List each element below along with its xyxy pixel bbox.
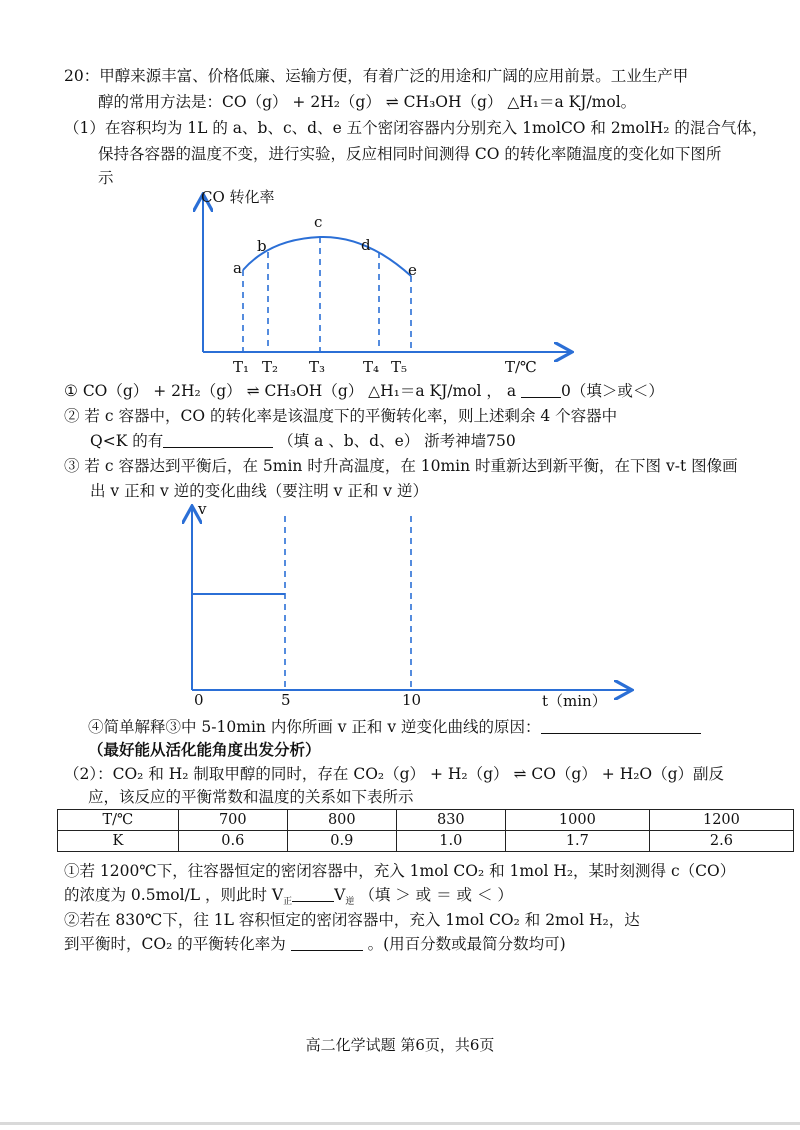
sub2-line2-pre: Q<K 的有 — [90, 432, 164, 450]
table-cell: 1.0 — [396, 831, 505, 852]
part2-q1-answer-blank[interactable] — [292, 887, 334, 902]
table-cell: 1.7 — [505, 831, 649, 852]
sub4-text: ④简单解释③中 5-10min 内你所画 v 正和 v 逆变化曲线的原因： — [88, 718, 541, 736]
sub4-answer-blank[interactable] — [541, 719, 701, 734]
chart2-tick-5: 5 — [281, 691, 291, 709]
part2-q1-line2 — [64, 885, 513, 912]
chart1-tick-t3: T₃ — [309, 358, 326, 376]
part2-q1-pre: 的浓度为 0.5mol/L ，则此时 V — [64, 886, 284, 904]
part2-q2-pre: 到平衡时，CO₂ 的平衡转化率为 — [64, 935, 286, 953]
part2-q2-post: 。(用百分数或最简分数均可) — [367, 935, 566, 953]
chart2-xlabel: t（min） — [542, 692, 607, 710]
chart1-point-d: d — [361, 236, 371, 254]
page-bottom-edge — [0, 1122, 800, 1125]
part2-q1-sub-zheng: 正 — [283, 897, 293, 908]
part1-line2: 保持各容器的温度不变，进行实验，反应相同时间测得 CO 的转化率随温度的变化如下图所 — [98, 145, 722, 163]
table-row-temperature — [58, 810, 794, 831]
table-cell: 830 — [396, 810, 505, 831]
part2-q1-sub-ni: 逆 — [345, 897, 355, 908]
sub1-text: ① CO（g） + 2H₂（g） ⇌ CH₃OH（g） △H₁＝a KJ/mol ， a — [64, 382, 517, 400]
table-row-k — [58, 831, 794, 852]
chart2-tick-10: 10 — [402, 691, 422, 709]
sub2-line2 — [90, 431, 516, 451]
table-cell: 700 — [178, 810, 287, 831]
part1-line1: （1）在容积均为 1L 的 a、b、c、d、e 五个密闭容器内分别充入 1molCO 和 2molH₂ 的混合气体， — [64, 119, 768, 137]
chart1-xlabel: T/℃ — [505, 358, 537, 376]
sub4-line2: （最好能从活化能角度出发分析） — [88, 740, 321, 759]
part2-q2-answer-blank[interactable] — [291, 936, 363, 951]
table-cell: 1000 — [505, 810, 649, 831]
table-cell: 0.9 — [287, 831, 396, 852]
table-cell: 0.6 — [178, 831, 287, 852]
sub2-line1: ② 若 c 容器中，CO 的转化率是该温度下的平衡转化率，则上述剩余 4 个容器中 — [64, 407, 618, 425]
chart1-point-c: c — [314, 213, 323, 231]
chart2-ylabel: v — [198, 500, 207, 518]
table-cell: 2.6 — [649, 831, 793, 852]
table-cell: 1200 — [649, 810, 793, 831]
table-cell: K — [58, 831, 179, 852]
sub2-answer-blank[interactable] — [163, 433, 273, 448]
sub3-line2: 出 v 正和 v 逆的变化曲线（要注明 v 正和 v 逆） — [90, 482, 428, 500]
part2-line2: 应，该反应的平衡常数和温度的关系如下表所示 — [88, 788, 414, 806]
chart1-tick-t2: T₂ — [262, 358, 279, 376]
chart1-point-a: a — [233, 259, 242, 277]
part2-q1-mid: V — [334, 886, 346, 904]
chart1-point-e: e — [408, 261, 417, 279]
part2-line1: （2）：CO₂ 和 H₂ 制取甲醇的同时，存在 CO₂（g） + H₂（g） ⇌ CO（g） + H₂O（g）副反 — [64, 765, 725, 783]
part2-q1-line1: ①若 1200℃下，往容器恒定的密闭容器中，充入 1mol CO₂ 和 1mol H₂，某时刻测得 c（CO） — [64, 862, 736, 880]
part1-line3: 示 — [98, 169, 114, 187]
page-footer: 高二化学试题 第6页，共6页 — [305, 1036, 495, 1054]
part2-q1-post: （填 ＞ 或 ＝ 或 ＜ ） — [359, 886, 513, 904]
table-cell: 800 — [287, 810, 396, 831]
equilibrium-constant-table — [57, 809, 794, 852]
table-cell: T/℃ — [58, 810, 179, 831]
chart1-tick-t4: T₄ — [363, 358, 380, 376]
chart1-tick-t1: T₁ — [233, 358, 250, 376]
sub1-line — [64, 381, 664, 401]
sub1-answer-blank[interactable] — [521, 383, 561, 398]
sub2-line2-post: （填 a 、b、d、e） 浙考神墙750 — [278, 432, 516, 450]
sub3-line1: ③ 若 c 容器达到平衡后，在 5min 时升高温度，在 10min 时重新达到新平衡，在下图 v-t 图像画 — [64, 457, 738, 475]
chart1-tick-t5: T₅ — [391, 358, 408, 376]
sub1-after: 0（填＞或＜） — [561, 382, 664, 400]
part2-q2-line1: ②若在 830℃下，往 1L 容积恒定的密闭容器中，充入 1mol CO₂ 和 2mol H₂，达 — [64, 911, 640, 929]
chart1-point-b: b — [257, 237, 267, 255]
chart2-tick-0: 0 — [194, 691, 204, 709]
part2-q2-line2 — [64, 934, 566, 954]
question-intro-line1: 20：甲醇来源丰富、价格低廉、运输方便，有着广泛的用途和广阔的应用前景。工业生产甲 — [64, 67, 689, 85]
question-intro-line2: 醇的常用方法是：CO（g） + 2H₂（g） ⇌ CH₃OH（g） △H₁＝a KJ/mol。 — [98, 93, 637, 111]
chart1-ylabel: CO 转化率 — [201, 188, 275, 206]
chart1-curve — [243, 237, 411, 276]
sub4-line1 — [88, 717, 701, 737]
